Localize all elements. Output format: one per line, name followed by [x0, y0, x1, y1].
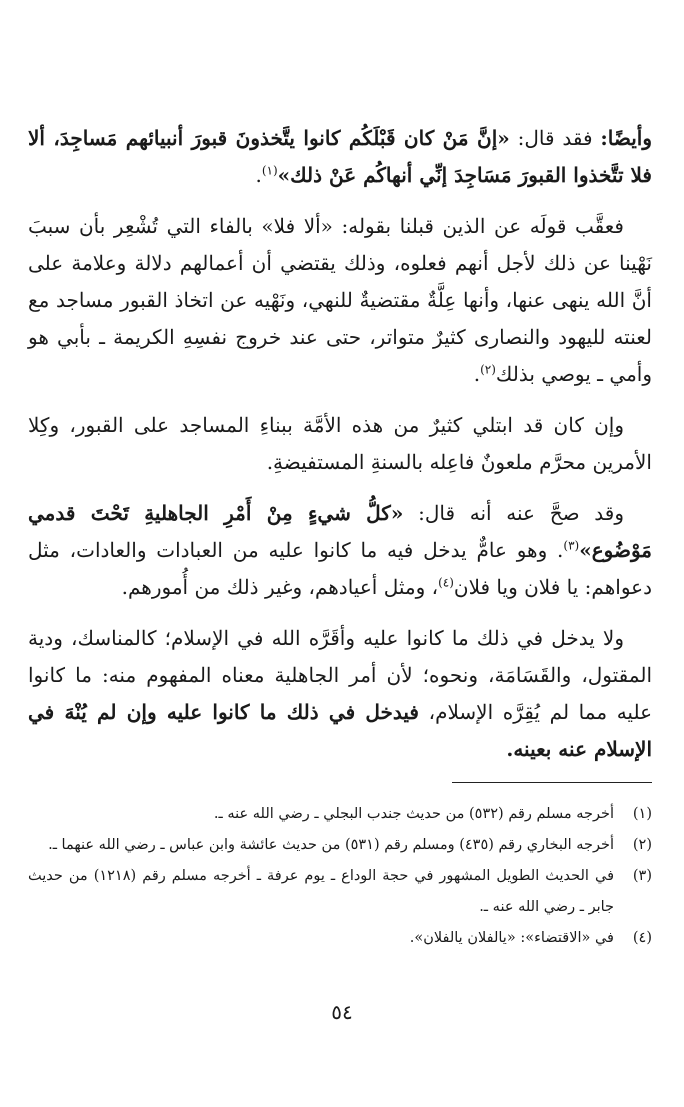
- hadith-quote: «إنَّ مَنْ كان قَبْلَكُم كانوا يتَّخذونَ قبورَ أنبيائهم مَساجِدَ، ألا فلا تتَّخذوا القبورَ مَسَاجِدَ إنِّي أنهاكُم عَنْ ذلك»: [28, 126, 652, 187]
- footnote-number: (٤): [632, 930, 652, 946]
- footnote-2: [28, 830, 652, 861]
- footnote-text: في «الاقتضاء»: «يالفلان يالفلان».: [409, 930, 614, 946]
- paragraph-2: [28, 208, 652, 393]
- hadith-quote: «كلُّ شيءٍ مِنْ أَمْرِ الجاهليةِ تَحْتَ قدمي مَوْضُوع»: [28, 501, 652, 562]
- paragraph-lead: وأيضًا:: [600, 126, 653, 150]
- footnote-text: أخرجه مسلم رقم (٥٣٢) من حديث جندب البجلي ـ رضي الله عنه ـ.: [213, 806, 614, 822]
- footnote-ref-2: (٢): [480, 362, 496, 377]
- footnotes: [28, 799, 652, 954]
- paragraph-text: وإن كان قد ابتلي كثيرٌ من هذه الأمَّة ببناءِ المساجد على القبور، وكِلا الأمرين محرَّم ملعونٌ فاعِله بالسنةِ المستفيضةِ.: [28, 413, 652, 474]
- paragraph-emphasis: فيدخل في ذلك ما كانوا عليه وإن لم يُنْهَ في الإسلام عنه بعينه.: [28, 700, 652, 761]
- footnote-number: (٣): [632, 868, 652, 884]
- paragraph-end: .: [255, 163, 262, 187]
- paragraph-text: فعقَّب قولَه عن الذين قبلنا بقوله: «ألا فلا» بالفاء التي تُشْعِر بأن سببَ نَهْينا عن ذلك لأجل أنهم فعلوه، وذلك يقتضي أن أعمالهم دلالة وعلامة على أنَّ الله ينهى عنها، وأنها عِلَّةٌ مقتضيةٌ للنهي، ونَهْيه عن اتخاذ القبور مساجد مع لعنته لليهود والنصارى كثيرٌ متواتر، حتى عند خروج نفسِهِ الكريمة ـ بأبي هو وأمي ـ يوصي بذلك: [28, 214, 652, 386]
- footnote-4: [28, 923, 652, 954]
- footnote-1: [28, 799, 652, 830]
- paragraph-text: . وهو عامٌّ يدخل فيه ما كانوا عليه من العبادات والعادات، مثل دعواهم: يا فلان ويا فلان: [28, 538, 652, 599]
- paragraph-intro: فقد قال:: [517, 126, 593, 150]
- footnote-ref-4: (٤): [438, 575, 454, 590]
- page-body: [28, 120, 652, 954]
- paragraph-5: [28, 620, 652, 768]
- footnote-number: (١): [632, 806, 652, 822]
- paragraph-end: .: [473, 362, 481, 386]
- page-number: ٥٤: [331, 1000, 353, 1024]
- paragraph-intro: وقد صحَّ عنه أنه قال:: [418, 501, 625, 525]
- footnote-3: [28, 861, 652, 923]
- footnote-number: (٢): [632, 837, 652, 853]
- footnote-text: في الحديث الطويل المشهور في حجة الوداع ـ يوم عرفة ـ أخرجه مسلم رقم (١٢١٨) من حديث جابر ـ رضي الله عنه ـ.: [28, 868, 614, 915]
- footnote-ref-3: (٣): [563, 538, 580, 553]
- paragraph-3: [28, 407, 652, 481]
- paragraph-4: [28, 495, 652, 606]
- footnote-text: أخرجه البخاري رقم (٤٣٥) ومسلم رقم (٥٣١) من حديث عائشة وابن عباس ـ رضي الله عنهما ـ.: [48, 837, 614, 853]
- paragraph-text: ولا يدخل في ذلك ما كانوا عليه وأقَرَّه الله في الإسلام؛ كالمناسك، ودية المقتول، والقَسَامَة، ونحوه؛ لأن أمر الجاهلية معناه المفهوم منه: ما كانوا عليه مما لم يُقِرَّه الإسلام،: [28, 626, 653, 724]
- paragraph-end: ، ومثل أعيادهم، وغير ذلك من أُمورهم.: [121, 575, 439, 599]
- footnote-ref-1: (١): [261, 163, 278, 178]
- footnote-separator: [452, 782, 652, 783]
- paragraph-1: [28, 120, 652, 194]
